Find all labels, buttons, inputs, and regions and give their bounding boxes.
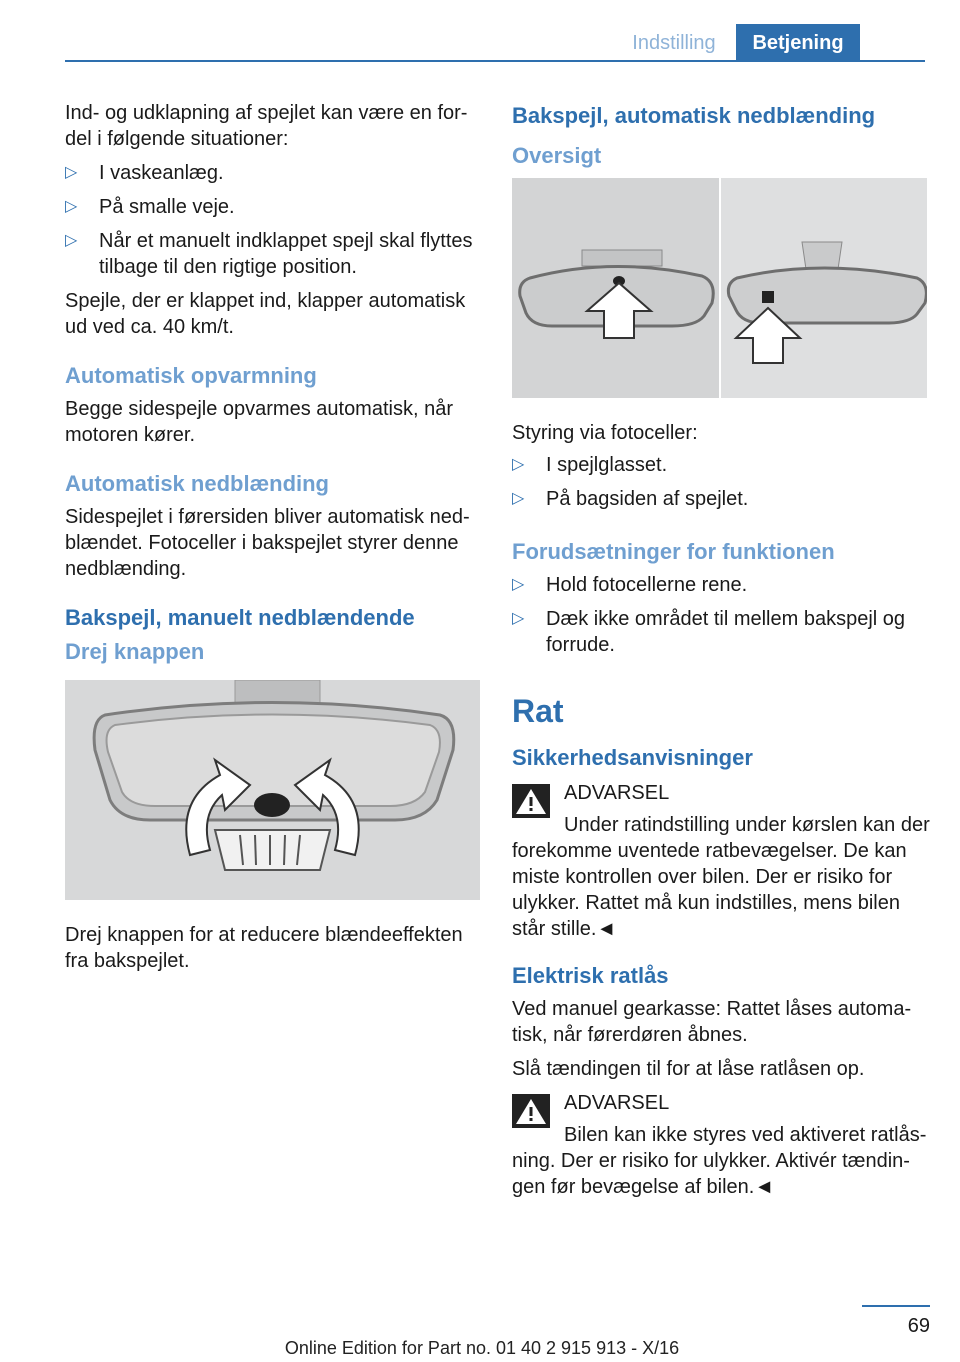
triangle-bullet-icon: ▷	[65, 232, 78, 249]
photocell-list	[512, 452, 930, 512]
warning-triangle-icon	[512, 784, 550, 818]
footer-rule	[862, 1305, 930, 1307]
triangle-bullet-icon: ▷	[65, 198, 78, 215]
dimming-text: Sidespejlet i førersiden bliver automatisk ned-blændet. Fotoceller i bakspejlet styrer denne nedblænding.	[65, 506, 470, 580]
intro-text: Ind- og udklapning af spejlet kan være en for-del i følgende situationer:	[65, 102, 468, 150]
list-item: ▷ I vaskeanlæg.	[65, 162, 224, 184]
steering-lock-text: Ved manuel gearkasse: Rattet låses automa-tisk, når førerdøren åbnes.	[512, 998, 912, 1046]
manual-dimming-heading: Bakspejl, manuelt nedblændende	[65, 605, 415, 630]
mirror-knob-illustration	[65, 680, 480, 900]
rat-heading: Rat	[512, 693, 564, 729]
warning-text-first: Bilen kan ikke styres ved aktiveret ratlås-	[564, 1124, 927, 1146]
list-item: ▷ På smalle veje.	[65, 196, 235, 218]
page-number: 69	[907, 1315, 930, 1337]
triangle-bullet-icon: ▷	[512, 576, 525, 593]
dimming-heading: Automatisk nedblænding	[65, 471, 329, 496]
triangle-bullet-icon: ▷	[512, 490, 525, 507]
ignition-text: Slå tændingen til for at låse ratlåsen op.	[512, 1058, 865, 1080]
list-item: ▷ I spejlglasset.	[512, 454, 668, 476]
warning-text-first: Under ratindstilling under kørslen kan der	[564, 814, 930, 836]
overview-heading: Oversigt	[512, 143, 602, 168]
heating-text: Begge sidespejle opvarmes automatisk, når motoren kører.	[65, 398, 453, 446]
warning-text-rest: ning. Der er risiko for ulykker. Aktivér tændin-gen før bevægelse af bilen.◄	[512, 1150, 910, 1198]
requirements-list	[512, 572, 930, 658]
header-rule	[65, 60, 925, 62]
mirror-photocell-illustration	[512, 178, 927, 398]
safety-heading: Sikkerhedsanvisninger	[512, 745, 753, 770]
warning-block-2	[512, 1090, 930, 1200]
knob-caption: Drej knappen for at reducere blændeeffekten fra bakspejlet.	[65, 924, 463, 972]
warning-label: ADVARSEL	[564, 1092, 670, 1114]
situation-list	[65, 160, 480, 280]
knob-heading: Drej knappen	[65, 639, 205, 664]
triangle-bullet-icon: ▷	[512, 610, 525, 627]
header-tab-indstilling[interactable]: Indstilling	[632, 32, 716, 54]
left-column	[65, 100, 480, 982]
warning-block-1	[512, 780, 930, 942]
right-column	[512, 100, 930, 1212]
heating-heading: Automatisk opvarmning	[65, 363, 317, 388]
requirements-heading: Forudsætninger for funktionen	[512, 539, 835, 564]
list-item: ▷ Dæk ikke området til mellem bakspejl og forrude.	[512, 608, 906, 656]
warning-text-rest: forekomme uventede ratbevægelser. De kan miste kontrollen over bilen. Der er risiko for ulykker. Rattet må kun indstilles, mens bilen står stille.◄	[512, 840, 907, 940]
steering-lock-heading: Elektrisk ratlås	[512, 963, 669, 988]
photocell-intro: Styring via fotoceller:	[512, 422, 698, 444]
auto-dimming-heading: Bakspejl, automatisk nedblænding	[512, 103, 876, 128]
header-tab-betjening[interactable]: Betjening	[736, 24, 860, 62]
warning-label: ADVARSEL	[564, 782, 670, 804]
list-item: ▷ Når et manuelt indklappet spejl skal flyttes tilbage til den rigtige position.	[65, 230, 473, 278]
list-item: ▷ På bagsiden af spejlet.	[512, 488, 749, 510]
triangle-bullet-icon: ▷	[65, 164, 78, 181]
edition-note: Online Edition for Part no. 01 40 2 915 913 - X/16	[284, 1338, 680, 1358]
auto-fold-text: Spejle, der er klappet ind, klapper automatisk ud ved ca. 40 km/t.	[65, 290, 466, 338]
warning-triangle-icon	[512, 1094, 550, 1128]
list-item: ▷ Hold fotocellerne rene.	[512, 574, 748, 596]
triangle-bullet-icon: ▷	[512, 456, 525, 473]
